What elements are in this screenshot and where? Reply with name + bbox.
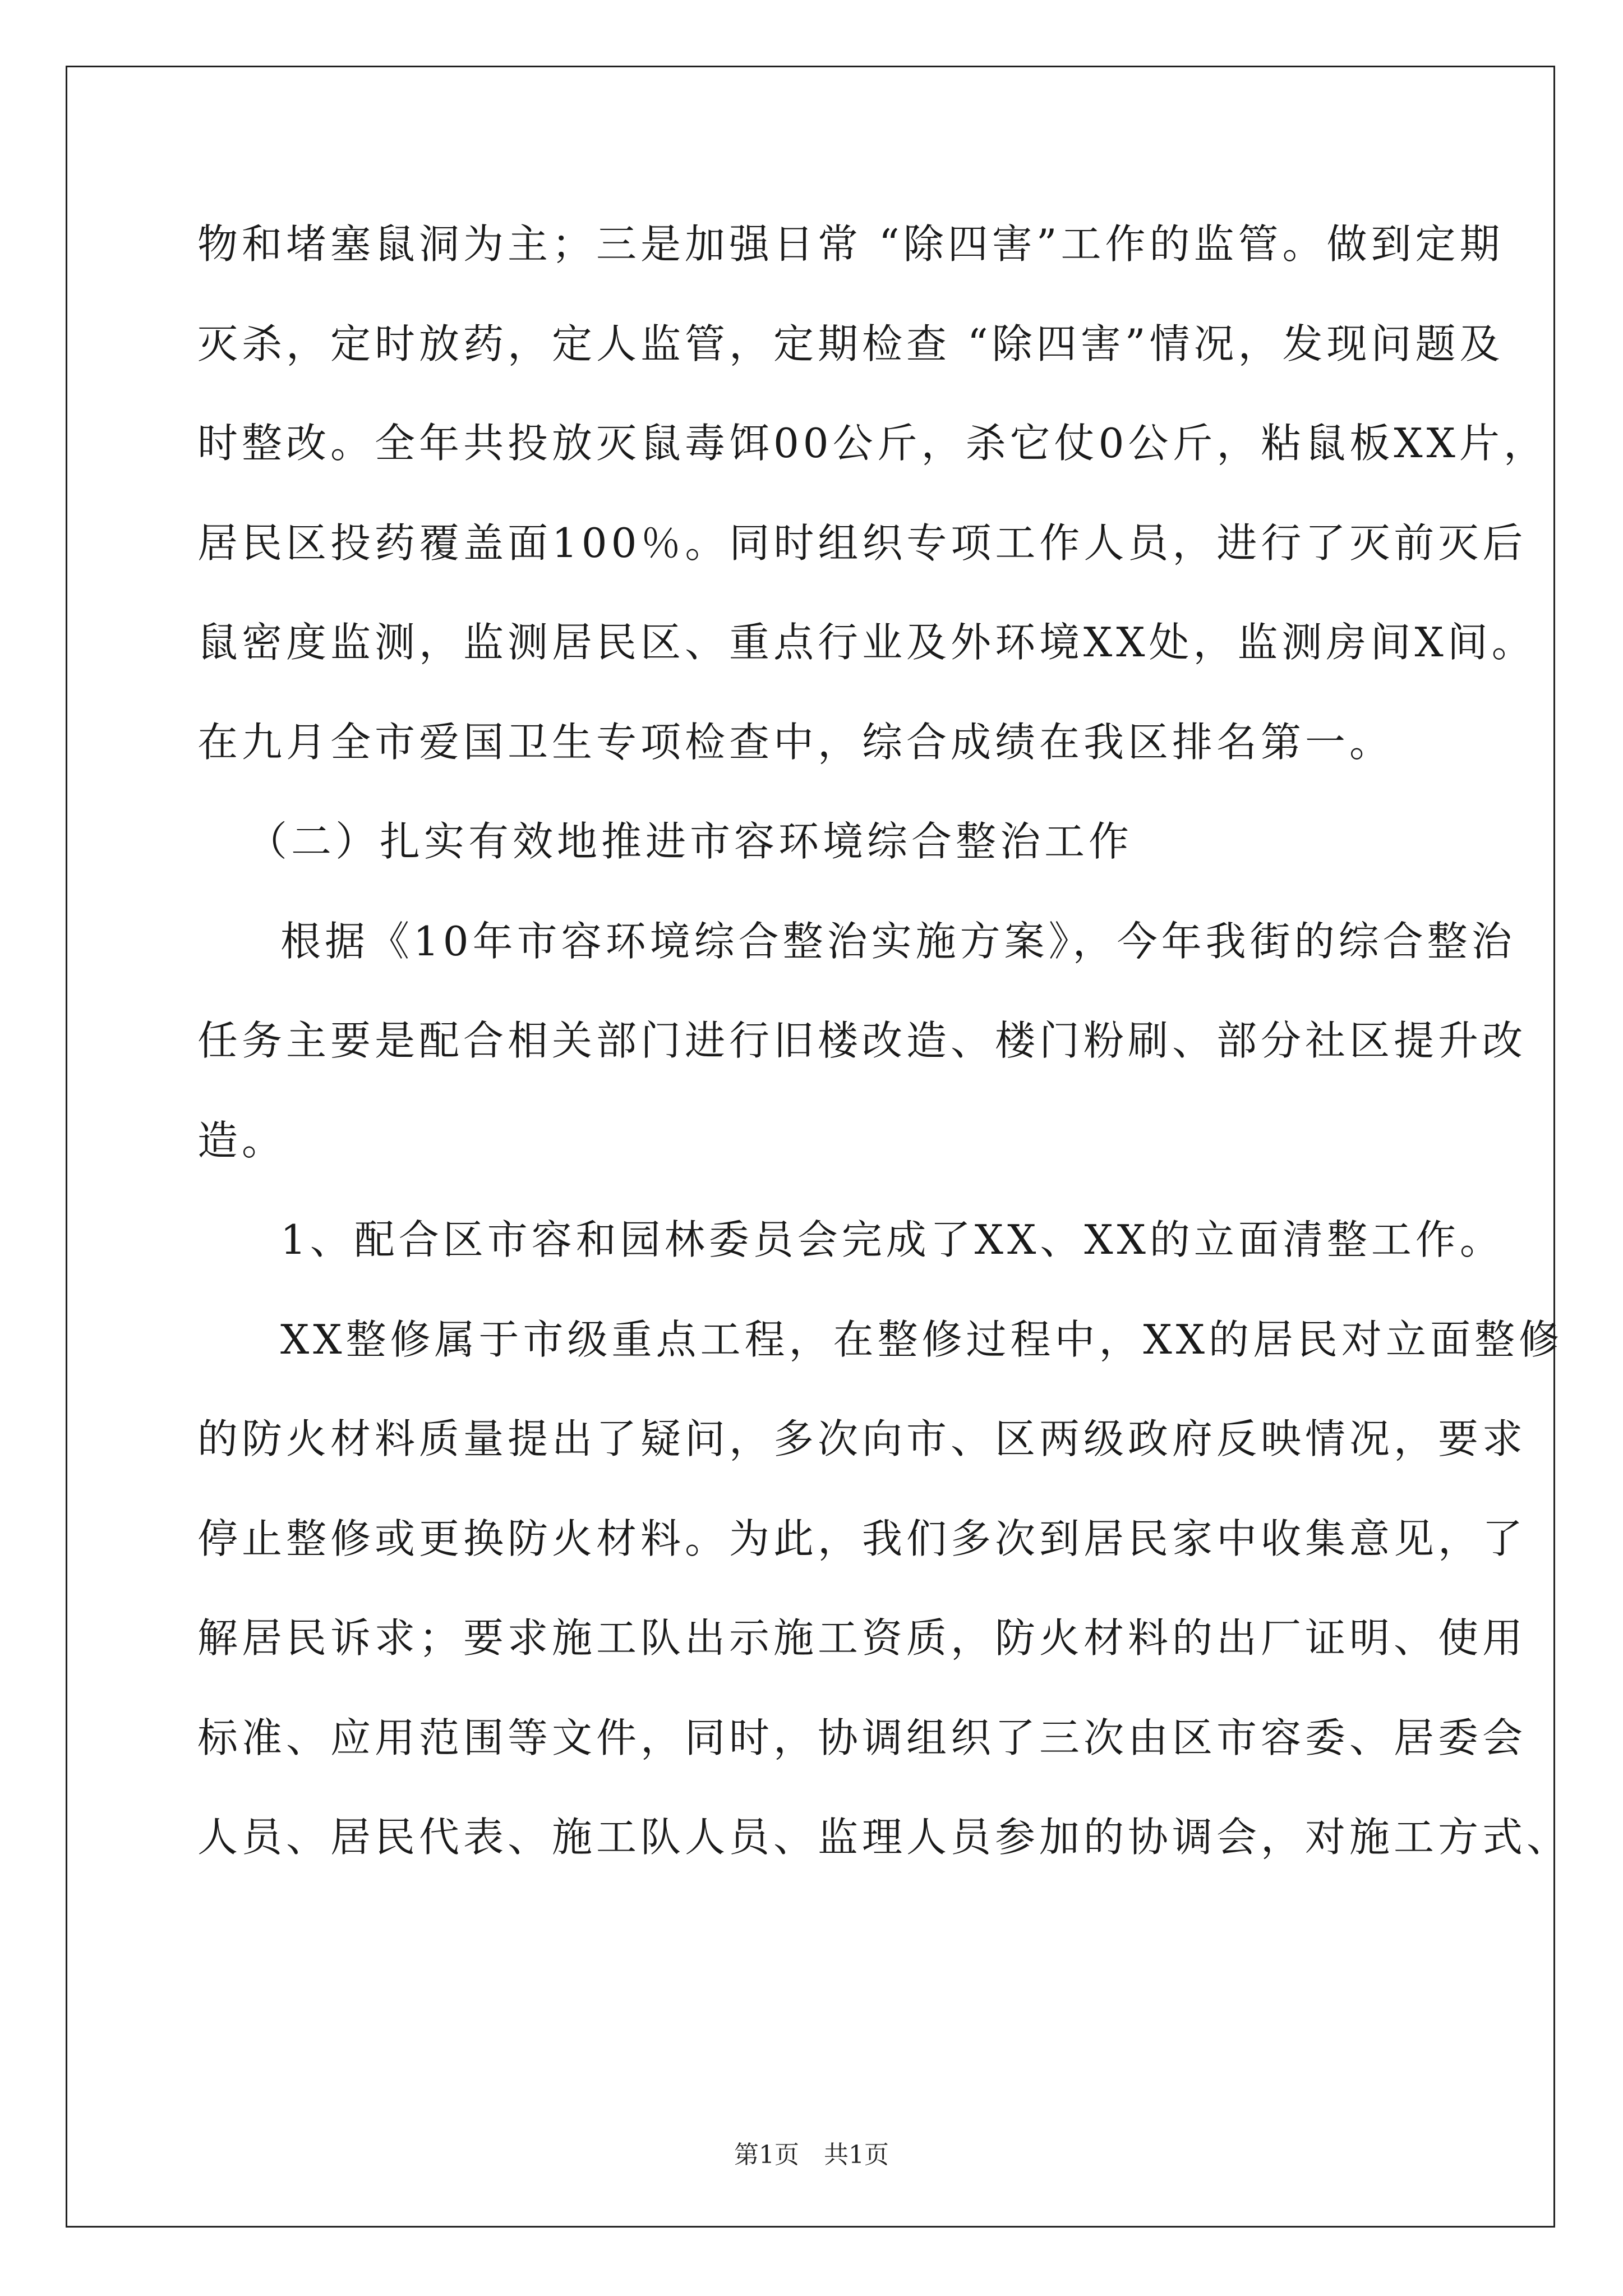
body-line: 居民区投药覆盖面100％。同时组织专项工作人员，进行了灭前灭后 [197, 519, 1527, 567]
paragraph-first-line: 根据《10年市容环境综合整治实施方案》，今年我街的综合整治 [280, 918, 1516, 965]
body-line: 灭杀，定时放药，定人监管，定期检查 “除四害”情况，发现问题及 [197, 320, 1504, 367]
body-line: 任务主要是配合相关部门进行旧楼改造、楼门粉刷、部分社区提升改 [197, 1017, 1527, 1064]
body-line: 在九月全市爱国卫生专项检查中，综合成绩在我区排名第一。 [197, 719, 1394, 766]
body-line: 标准、应用范围等文件，同时，协调组织了三次由区市容委、居委会 [197, 1714, 1527, 1761]
body-line: 造。 [197, 1117, 287, 1164]
body-line: 物和堵塞鼠洞为主；三是加强日常 “除四害”工作的监管。做到定期 [197, 220, 1504, 268]
body-line: 的防火材料质量提出了疑问，多次向市、区两级政府反映情况，要求 [197, 1415, 1527, 1462]
body-line: 鼠密度监测，监测居民区、重点行业及外环境XX处，监测房间X间。 [197, 619, 1536, 666]
section-heading: （二）扎实有效地推进市容环境综合整治工作 [247, 818, 1133, 865]
body-line: 人员、居民代表、施工队人员、监理人员参加的协调会，对施工方式、 [197, 1814, 1571, 1861]
page-footer: 第1页 共1页 [734, 2141, 889, 2169]
list-item-heading: 1、配合区市容和园林委员会完成了XX、XX的立面清整工作。 [280, 1216, 1504, 1263]
body-line: 停止整修或更换防火材料。为此，我们多次到居民家中收集意见，了 [197, 1515, 1527, 1562]
body-line: 解居民诉求；要求施工队出示施工资质，防火材料的出厂证明、使用 [197, 1614, 1527, 1662]
paragraph-first-line: XX整修属于市级重点工程，在整修过程中，XX的居民对立面整修 [280, 1316, 1564, 1363]
body-line: 时整改。全年共投放灭鼠毒饵00公斤，杀它仗0公斤，粘鼠板XX片， [197, 420, 1548, 467]
